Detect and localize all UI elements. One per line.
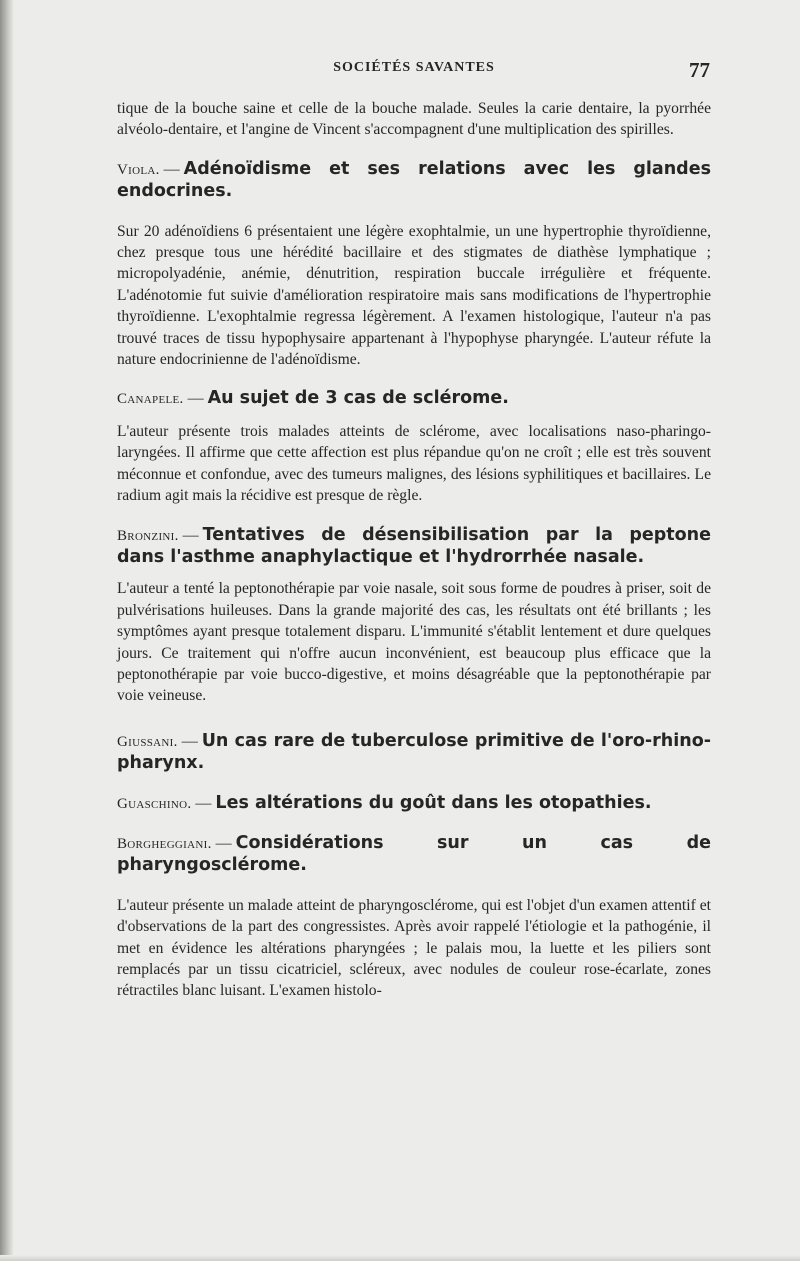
entry-viola: Viola. — Adénoïdisme et ses relations avec les glandes endocrines. xyxy=(117,158,711,202)
entry-guaschino: Guaschino. — Les altérations du goût dans les otopathies. xyxy=(117,792,652,813)
entry-bronzini: Bronzini. — Tentatives de désensibilisation par la peptone dans l'asthme anaphylactique et l'hydrorrhée nasale. xyxy=(117,524,711,567)
page-number: 77 xyxy=(689,58,710,82)
author-name: Bronzini. xyxy=(117,527,179,544)
author-name: Viola. xyxy=(117,161,160,178)
paragraph-bronzini: L'auteur a tenté la peptonothérapie par voie nasale, soit sous forme de poudres à priser, soit de pulvérisations huileuses. Dans la grande majorité des cas, les résultats ont été brillants ; les symptômes ayant presque totalement disparu. L'immunité s'établit lentement et dure quelques jours. Ce traitement qui n'offre aucun inconvénient, est beaucoup plus efficace que la peptonothérapie par voie bucco-digestive, et moins désagréable que la peptonothérapie par voie veineuse. xyxy=(117,580,711,705)
paragraph-borgheggiani: L'auteur présente un malade atteint de pharyngosclérome, qui est l'objet d'un examen attentif et d'observations de la part des congressistes. Après avoir rappelé l'étiologie et la pathogénie, il met en évidence les altérations pharyngées ; le palais mou, la luette et les piliers sont remplacés par un tissu cicatriciel, scléreux, avec nodules de couleur rose-écarlate, zones rétractiles blanc luisant. L'examen histolo- xyxy=(117,896,711,1000)
communication-title: Adénoïdisme et ses relations avec les glandes endocrines. xyxy=(117,158,711,202)
entry-canapele: Canapele. — Au sujet de 3 cas de sclérome. xyxy=(117,388,509,409)
page-bottom-edge xyxy=(0,1255,800,1261)
paragraph-canapele: L'auteur présente trois malades atteints de sclérome, avec localisations naso-pharingo-laryngées. Il affirme que cette affection est plus répandue qu'on ne croît ; elle est très souvent méconnue et confondue, avec des tumeurs malignes, des lésions syphilitiques et bacillaires. Le radium agit mais la récidive est presque de règle. xyxy=(117,422,711,505)
communication-title: Tentatives de désensibilisation par la peptone dans l'asthme anaphylactique et l'hydrorrhée nasale. xyxy=(117,524,711,567)
entry-borgheggiani: Borgheggiani. — Considérations sur un cas de pharyngosclérome. xyxy=(117,832,711,876)
paragraph-continuation: tique de la bouche saine et celle de la bouche malade. Seules la carie dentaire, la pyorrhée alvéolo-dentaire, et l'angine de Vincent s'accompagnent d'une multiplication des spirilles. xyxy=(117,100,711,139)
author-name: Borgheggiani. xyxy=(117,835,212,852)
page-body xyxy=(117,98,711,1002)
paragraph-viola: Sur 20 adénoïdiens 6 présentaient une légère exophtalmie, un une hypertrophie thyroïdienne, chez presque tous une hérédité bacillaire et des stigmates de diathèse lymphatique ; micropolyadénie, anémie, dénutrition, respiration buccale irrégulière et fréquente. L'adénotomie fut suivie d'amélioration respiratoire mais sans modifications de l'hypertrophie thyroïdienne. L'exophtalmie regressa légèrement. A l'examen histologique, l'auteur n'a pas trouvé traces de tissu hypophysaire appartenant à l'hypophyse pharyngée. L'auteur réfute la nature endocrinienne de l'adénoïdisme. xyxy=(117,222,711,369)
author-name: Giussani. xyxy=(117,733,178,750)
running-header xyxy=(118,58,710,82)
running-title: SOCIÉTÉS SAVANTES xyxy=(333,60,495,75)
page-gutter-shadow xyxy=(0,0,14,1261)
communication-title: Considérations sur un cas de pharyngosclérome. xyxy=(117,832,711,876)
author-name: Guaschino. xyxy=(117,795,192,812)
communication-title: Les altérations du goût dans les otopathies. xyxy=(215,792,652,813)
communication-title: Au sujet de 3 cas de sclérome. xyxy=(207,388,509,409)
communication-title: Un cas rare de tuberculose primitive de l'oro-rhino-pharynx. xyxy=(117,730,711,774)
author-name: Canapele. xyxy=(117,391,184,408)
entry-giussani: Giussani. — Un cas rare de tuberculose primitive de l'oro-rhino-pharynx. xyxy=(117,730,711,774)
